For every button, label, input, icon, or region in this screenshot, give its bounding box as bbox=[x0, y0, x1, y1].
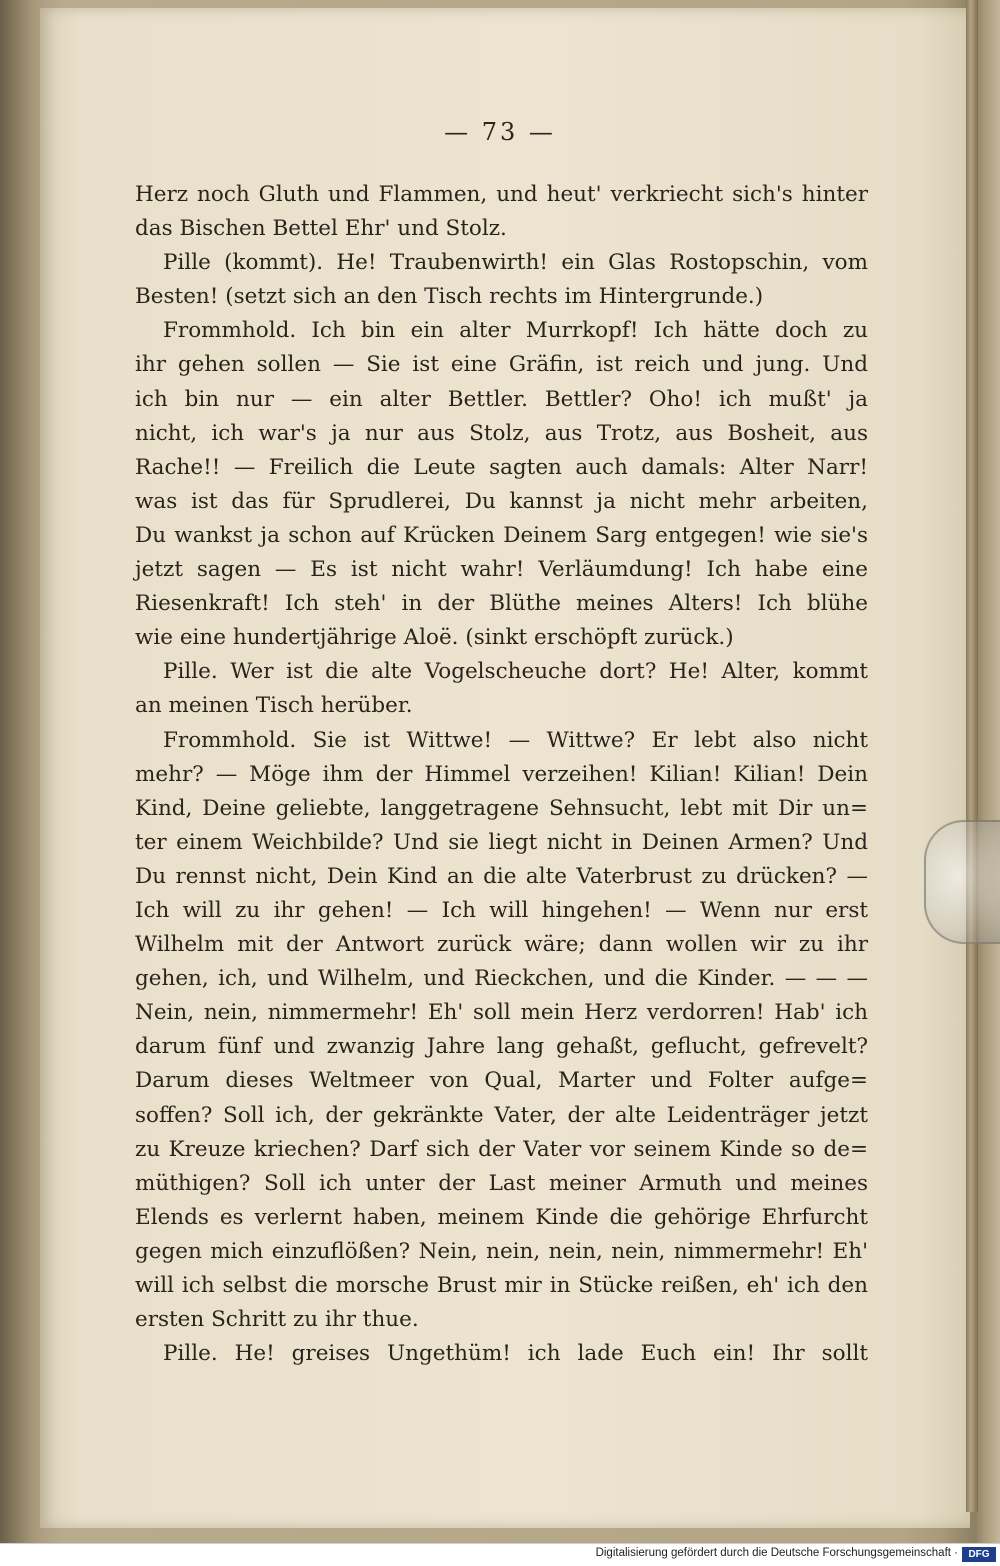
text-line: Nein, nein, nimmermehr! Eh' soll mein Herz verdorren! Hab' ich bbox=[135, 1000, 868, 1026]
text-line: Pille. Wer ist die alte Vogelscheuche dort? He! Alter, kommt bbox=[163, 659, 868, 685]
text-line: ihr gehen sollen — Sie ist eine Gräfin, ist reich und jung. Und bbox=[135, 352, 868, 378]
text-line: das Bischen Bettel Ehr' und Stolz. bbox=[135, 216, 507, 242]
text-line: zu Kreuze kriechen? Darf sich der Vater vor seinem Kinde so de= bbox=[135, 1136, 868, 1162]
text-line: jetzt sagen — Es ist nicht wahr! Verläumdung! Ich habe eine bbox=[135, 557, 868, 583]
text-line: Du wankst ja schon auf Krücken Deinem Sarg entgegen! wie sie's bbox=[135, 522, 868, 548]
text-line: Pille (kommt). He! Traubenwirth! ein Glas Rostopschin, vom bbox=[163, 250, 868, 276]
body-text bbox=[135, 178, 868, 1371]
text-line: Darum dieses Weltmeer von Qual, Marter und Folter aufge= bbox=[135, 1068, 868, 1094]
text-line: Ich will zu ihr gehen! — Ich will hingehen! — Wenn nur erst bbox=[135, 897, 868, 923]
text-line: ich bin nur — ein alter Bettler. Bettler? Oho! ich mußt' ja bbox=[135, 386, 868, 412]
text-line: Rache!! — Freilich die Leute sagten auch damals: Alter Narr! bbox=[135, 454, 868, 480]
page-tab-marker bbox=[924, 820, 1000, 944]
text-line: mehr? — Möge ihm der Himmel verzeihen! Kilian! Kilian! Dein bbox=[135, 761, 868, 787]
text-line: gegen mich einzuflößen? Nein, nein, nein, nein, nimmermehr! Eh' bbox=[135, 1238, 868, 1264]
text-line: Riesenkraft! Ich steh' in der Blüthe meines Alters! Ich blühe bbox=[135, 591, 868, 617]
text-line: will ich selbst die morsche Brust mir in Stücke reißen, eh' ich den bbox=[135, 1273, 868, 1298]
text-line: wie eine hundertjährige Aloë. (sinkt erschöpft zurück.) bbox=[135, 625, 734, 651]
text-line: ersten Schritt zu ihr thue. bbox=[135, 1307, 419, 1333]
footer-credit: Digitalisierung gefördert durch die Deutsche Forschungsgemeinschaft · bbox=[595, 1547, 958, 1559]
footer-bar bbox=[0, 1543, 1000, 1566]
text-line: soffen? Soll ich, der gekränkte Vater, der alte Leidenträger jetzt bbox=[135, 1102, 868, 1128]
text-line: Elends es verlernt haben, meinem Kinde die gehörige Ehrfurcht bbox=[135, 1204, 868, 1230]
text-line: an meinen Tisch herüber. bbox=[135, 693, 413, 719]
text-line: Pille. He! greises Ungethüm! ich lade Euch ein! Ihr sollt bbox=[163, 1341, 868, 1367]
text-line: Frommhold. Sie ist Wittwe! — Wittwe? Er lebt also nicht bbox=[163, 727, 868, 753]
text-line: Herz noch Gluth und Flammen, und heut' verkriecht sich's hinter bbox=[135, 182, 868, 207]
text-line: gehen, ich, und Wilhelm, und Rieckchen, und die Kinder. — — — bbox=[135, 966, 868, 992]
text-line: ter einem Weichbilde? Und sie liegt nicht in Deinen Armen? Und bbox=[135, 829, 868, 855]
text-line: Wilhelm mit der Antwort zurück wäre; dann wollen wir zu ihr bbox=[135, 932, 868, 958]
text-line: Frommhold. Ich bin ein alter Murrkopf! Ich hätte doch zu bbox=[163, 318, 868, 344]
text-line: Besten! (setzt sich an den Tisch rechts im Hintergrunde.) bbox=[135, 284, 764, 310]
text-line: darum fünf und zwanzig Jahre lang gehaßt, geflucht, gefrevelt? bbox=[135, 1034, 868, 1060]
page-edge bbox=[966, 0, 978, 1512]
text-line: Kind, Deine geliebte, langgetragene Sehnsucht, lebt mit Dir un= bbox=[135, 795, 868, 821]
text-line: müthigen? Soll ich unter der Last meiner Armuth und meines bbox=[135, 1170, 868, 1196]
text-line: Du rennst nicht, Dein Kind an die alte Vaterbrust zu drücken? — bbox=[135, 863, 868, 889]
page-number: — 73 — bbox=[444, 118, 556, 146]
text-line: was ist das für Sprudlerei, Du kannst ja nicht mehr arbeiten, bbox=[135, 488, 868, 514]
text-line: nicht, ich war's ja nur aus Stolz, aus Trotz, aus Bosheit, aus bbox=[135, 420, 868, 446]
dfg-logo: DFG bbox=[962, 1547, 996, 1562]
